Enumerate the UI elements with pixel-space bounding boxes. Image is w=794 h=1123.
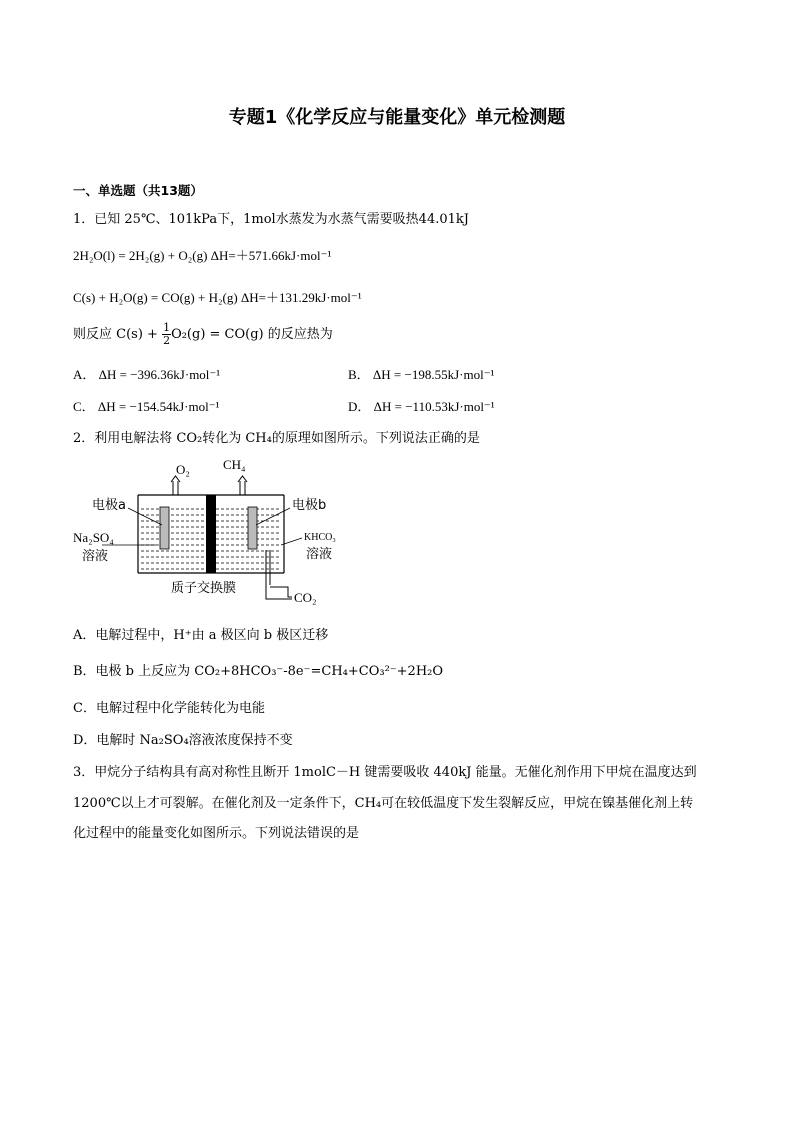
left-solution-label: 溶液	[82, 549, 109, 564]
q1-question	[73, 322, 333, 347]
electrode-b-label: 电极b	[292, 498, 327, 513]
q2-option-a[interactable]: A．电解过程中，H⁺由 a 极区向 b 极区迁移	[73, 628, 329, 643]
q3-line-2: 1200℃以上才可裂解。在催化剂及一定条件下，CH₄可在较低温度下发生裂解反应，甲烷在镍基催化剂上转	[73, 796, 694, 811]
khco3-label: KHCO₃	[304, 532, 336, 543]
electrolysis-cell-figure	[70, 455, 360, 607]
q1-question-suffix: O₂(g) = CO(g) 的反应热为	[171, 327, 333, 342]
right-solution-label: 溶液	[306, 547, 333, 562]
q1-fraction-denominator: 2	[163, 334, 171, 347]
electrode-a	[160, 507, 169, 549]
electrode-b	[248, 507, 257, 549]
label-leaders	[102, 508, 302, 545]
q1-stem: 1．已知 25℃、101kPa下，1mol水蒸发为水蒸气需要吸热44.01kJ	[73, 212, 469, 227]
page-title: 专题1《化学反应与能量变化》单元检测题	[228, 107, 566, 128]
q2-option-d[interactable]: D．电解时 Na₂SO₄溶液浓度保持不变	[73, 733, 293, 748]
ch4-label: CH₄	[223, 457, 246, 472]
q2-option-b[interactable]: B．电极 b 上反应为 CO₂+8HCO₃⁻-8e⁻=CH₄+CO₃²⁻+2H₂O	[73, 664, 444, 679]
membrane-label: 质子交换膜	[171, 581, 237, 596]
o2-outlet-pipe	[171, 476, 180, 495]
electrode-a-label: 电极a	[92, 498, 126, 513]
q1-equation-2: C(s) + H₂O(g) = CO(g) + H₂(g) ΔH=＋131.29kJ·mol⁻¹	[73, 290, 362, 305]
q1-question-prefix: 则反应 C(s) +	[73, 327, 163, 342]
co2-label: CO₂	[294, 590, 317, 605]
ch4-outlet-pipe	[238, 476, 247, 495]
q1-fraction-numerator: 1	[163, 321, 171, 334]
section-heading: 一、单选题（共13题）	[73, 183, 203, 198]
q1-equation-1: 2H₂O(l) = 2H₂(g) + O₂(g) ΔH=＋571.66kJ·mol⁻¹	[73, 248, 332, 263]
q1-option-c[interactable]: C． ΔH = −154.54kJ·mol⁻¹	[73, 399, 220, 414]
o2-label: O₂	[176, 462, 190, 477]
q3-line-1: 3．甲烷分子结构具有高对称性且断开 1molC－H 键需要吸收 440kJ 能量。无催化剂作用下甲烷在温度达到	[73, 765, 697, 780]
na2so4-label: Na₂SO₄	[73, 530, 114, 545]
q3-line-3: 化过程中的能量变化如图所示。下列说法错误的是	[73, 826, 360, 841]
q1-option-b[interactable]: B． ΔH = −198.55kJ·mol⁻¹	[348, 367, 495, 382]
proton-exchange-membrane	[206, 495, 216, 573]
q1-option-a[interactable]: A． ΔH = −396.36kJ·mol⁻¹	[73, 367, 221, 382]
q2-option-c[interactable]: C．电解过程中化学能转化为电能	[73, 701, 265, 716]
q2-stem: 2．利用电解法将 CO₂转化为 CH₄的原理如图所示。下列说法正确的是	[73, 431, 480, 446]
q1-option-d[interactable]: D． ΔH = −110.53kJ·mol⁻¹	[348, 399, 495, 414]
q1-fraction	[162, 322, 171, 347]
